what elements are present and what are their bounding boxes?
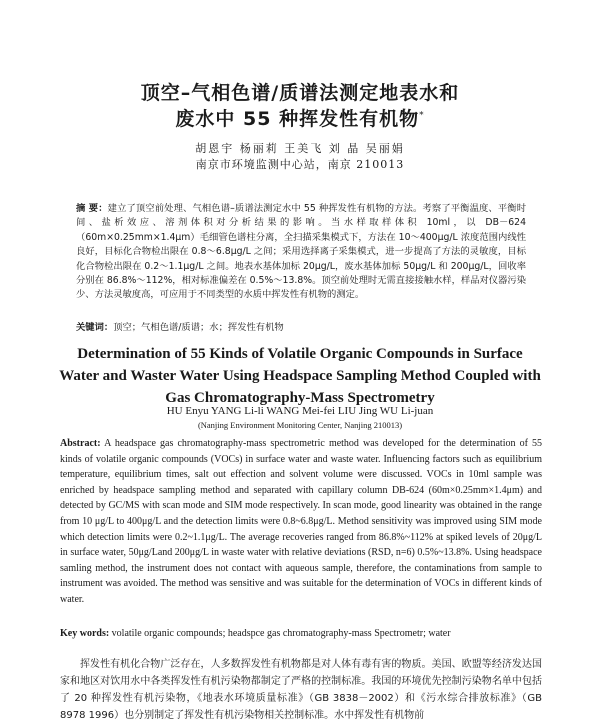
english-title-line-1: Determination of 55 Kinds of Volatile Organic Compounds in Surface xyxy=(77,346,523,362)
english-authors: HU Enyu YANG Li-li WANG Mei-fei LIU Jing WU Li-juan xyxy=(166,405,434,417)
english-title xyxy=(50,343,550,409)
chinese-abstract-label: 摘 要： xyxy=(76,203,108,214)
chinese-title-line-2 xyxy=(0,104,600,131)
chinese-abstract xyxy=(76,202,526,303)
chinese-affiliation: 南京市环境监测中心站，南京 210013 xyxy=(195,158,405,171)
chinese-abstract-text: 建立了顶空前处理、气相色谱–质谱法测定水中 55 种挥发性有机物的方法。考察了平衡温度、平衡时间、盐析效应、溶剂体积对分析结果的影响。当水样取样体积 10ml，以 DB－624（60m×0.25mm×1.4μm）毛细管色谱柱分离，全扫描采集模式下，方法在 10～400μg/L 浓度范围内线性良好，目标化合物检出限在 0.8～6.8μg/L 之间；采用选择离子采集模式，进一步提高了方法的灵敏度，目标化合物检出限在 0.2～1.1μg/L 之间。地表水基体加标 20μg/L，废水基体加标 50μg/L 和 200μg/L，回收率分别在 86.8%～112%，相对标准偏差在 0.5%～13.8%。顶空前处理时无需直接接触水样，样品对仪器污染少、方法灵敏度高，可应用于不同类型的水质中挥发性有机物的测定。 xyxy=(76,203,526,301)
english-title-line-3: Gas Chromatography-Mass Spectrometry xyxy=(165,390,435,406)
chinese-keywords-text: 顶空；气相色谱/质谱；水；挥发性有机物 xyxy=(113,322,284,333)
title-footnote-mark: * xyxy=(419,110,425,121)
english-affiliation: (Nanjing Environment Monitoring Center, Nanjing 210013) xyxy=(197,420,403,430)
body-paragraph: 挥发性有机化合物广泛存在，人多数挥发性有机物都是对人体有毒有害的物质。美国、欧盟等经济发达国家和地区对饮用水中各类挥发性有机污染物都制定了严格的控制标准。我国的环境优先控制污染物名单中包括了 20 种挥发性有机污染物，《地表水环境质量标准》（GB 3838－2002）和《污水综合排放标准》（GB 8978 1996）也分别制定了挥发性有机污染物相关控制标准。水中挥发性有机物前 xyxy=(60,659,542,721)
english-abstract-label: Abstract: xyxy=(60,438,101,449)
chinese-authors: 胡恩宇 杨丽莉 王美飞 刘 晶 吴丽娟 xyxy=(195,142,405,155)
english-abstract xyxy=(60,436,542,608)
chinese-keywords xyxy=(76,319,526,333)
chinese-title-line-1: 顶空–气相色谱/质谱法测定地表水和 xyxy=(140,82,460,104)
english-keywords xyxy=(60,628,542,639)
english-keywords-label: Key words: xyxy=(60,628,110,639)
english-title-line-2: Water and Waster Water Using Headspace Sampling Method Coupled with xyxy=(59,368,541,384)
english-keywords-text: volatile organic compounds; headspce gas chromatography-mass Spectrometr; water xyxy=(111,628,451,639)
chinese-keywords-label: 关键词： xyxy=(76,322,114,333)
chinese-title-line-2-text: 废水中 55 种挥发性有机物 xyxy=(175,108,420,130)
english-abstract-text: A headspace gas chromatography-mass spectrometric method was developed for the determination of 55 kinds of volatile organic compounds (VOCs) in surface water and waste water. Influencing factors such as equilibrium temperature, equilibrium times, salt out effection and solvent volume were discussed. VOCs in 10ml sample was enriched by headspace sampling method and separated with capillary column DB-624 (60m×0.25mm×1.4μm) and detected by GC/MS with scan mode and SIM mode respectively. In scan mode, good linearity was obtained in the range from 10 μg/L to 400μg/L and the detection limits were 0.8~6.8μg/L. Method sensitivity was improved using SIM mode which detection limits were 0.2~1.1μg/L. The average recoveries ranged from 86.8%~112% at spiked levels of 20μg/L in surface water, 50μg/Land 200μg/L in waste water with relative deviations (RSD, n=6) 0.5%~13.8%. Using headspace samling method, the instrument does not contact with aqueous sample, therefore, the contaminations from sample to instrument was avoided. The method was sensitive and was suitable for the determination of VOCs in different kinds of water. xyxy=(60,438,542,605)
